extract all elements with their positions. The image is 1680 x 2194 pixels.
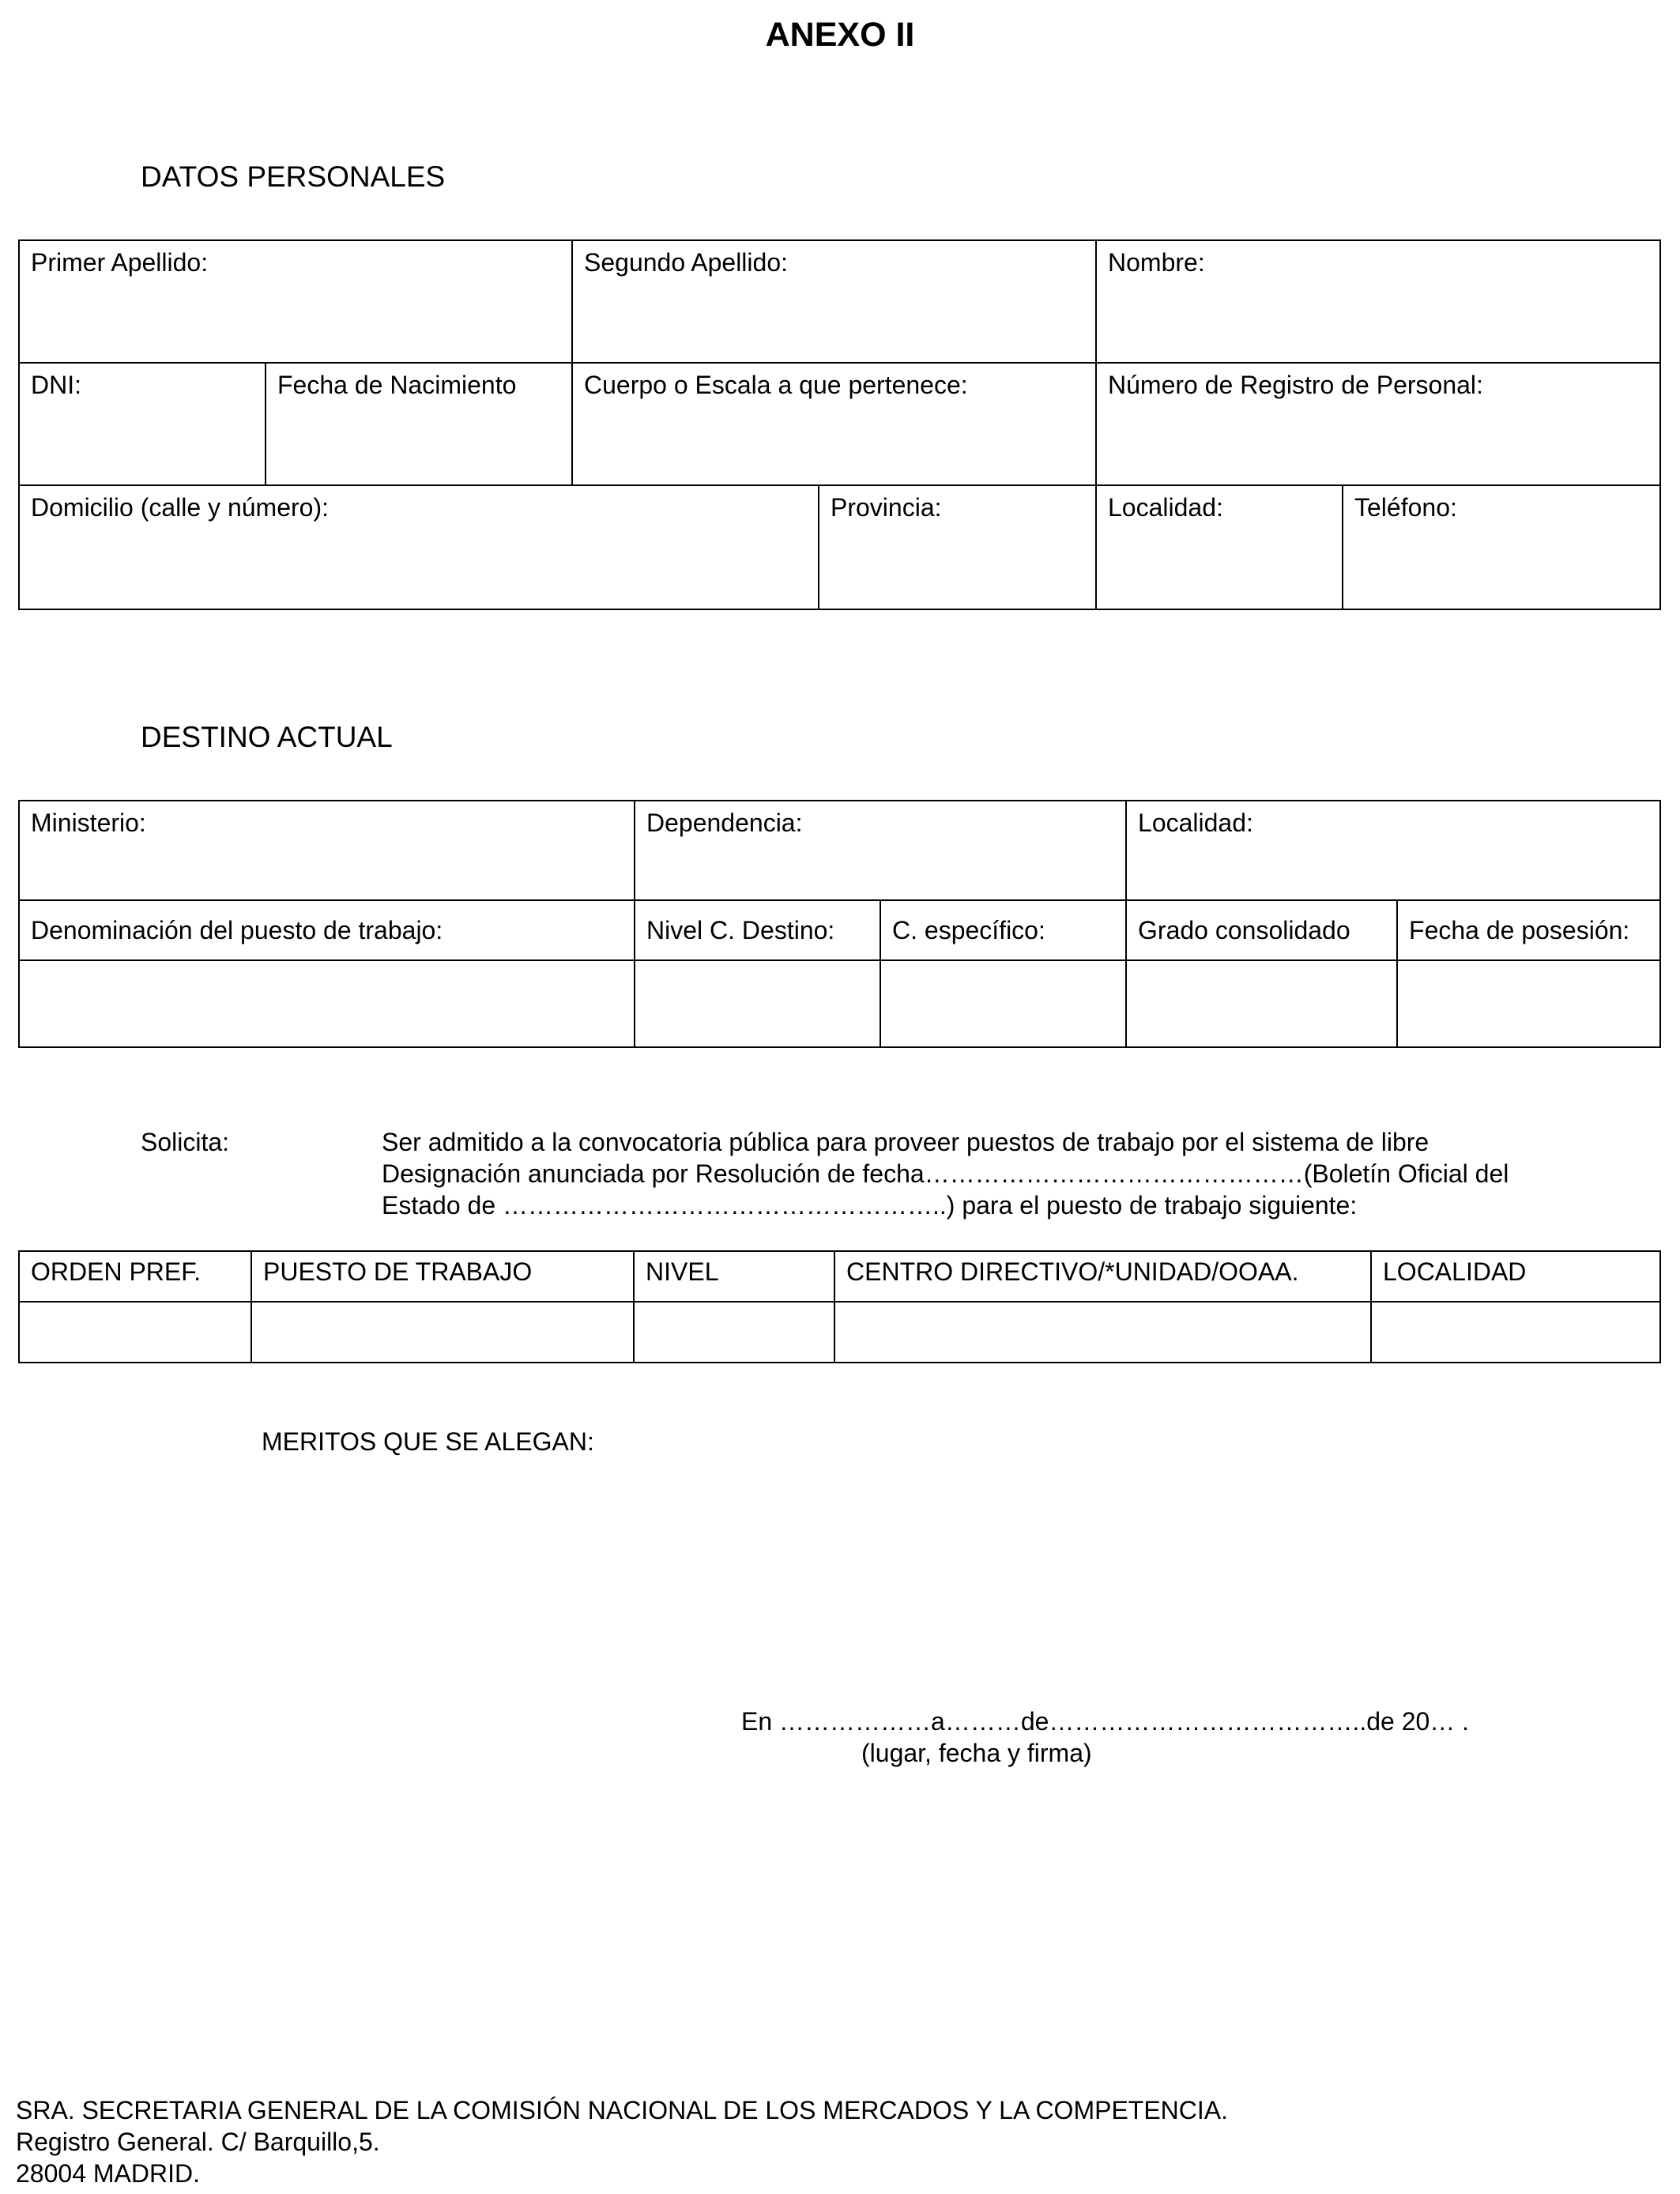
fecha-posesion-label: Fecha de posesión: (1409, 915, 1630, 944)
destino-localidad-field[interactable] (1126, 801, 1660, 900)
cuerpo-escala-field[interactable] (572, 363, 1096, 485)
firma-caption: (lugar, fecha y firma) (861, 1739, 1092, 1767)
grado-consolidado-input-cell[interactable] (1126, 960, 1397, 1047)
solicita-label: Solicita: (141, 1128, 230, 1156)
fecha-posesion-header (1397, 900, 1660, 960)
puesto-localidad-header (1371, 1251, 1660, 1302)
puesto-localidad-label: LOCALIDAD (1383, 1257, 1527, 1286)
orden-pref-label: ORDEN PREF. (31, 1257, 202, 1286)
meritos-label: MERITOS QUE SE ALEGAN: (262, 1427, 594, 1456)
datos-personales-heading: DATOS PERSONALES (141, 160, 446, 193)
ministerio-field[interactable] (19, 801, 635, 900)
destino-actual-table (18, 800, 1661, 1048)
nivel-label: NIVEL (646, 1257, 719, 1286)
nivel-input-cell[interactable] (634, 1302, 834, 1363)
orden-pref-header (19, 1251, 251, 1302)
denominacion-header (19, 900, 635, 960)
grado-consolidado-label: Grado consolidado (1138, 915, 1350, 944)
puesto-trabajo-label: PUESTO DE TRABAJO (263, 1257, 533, 1286)
destino-localidad-label: Localidad: (1138, 809, 1253, 837)
c-especifico-label: C. específico: (892, 915, 1045, 944)
c-especifico-input-cell[interactable] (880, 960, 1126, 1047)
localidad-label: Localidad: (1108, 493, 1223, 522)
solicita-line-1: Ser admitido a la convocatoria pública para proveer puestos de trabajo por el sistema de libre (382, 1128, 1430, 1156)
nivel-header (634, 1251, 834, 1302)
numero-registro-label: Número de Registro de Personal: (1108, 371, 1483, 399)
fecha-nacimiento-field[interactable] (266, 363, 572, 485)
orden-pref-input-cell[interactable] (19, 1302, 251, 1363)
puestos-table (18, 1250, 1661, 1363)
segundo-apellido-label: Segundo Apellido: (584, 248, 788, 277)
localidad-field[interactable] (1096, 485, 1343, 609)
puesto-trabajo-input-cell[interactable] (251, 1302, 634, 1363)
dependencia-field[interactable] (635, 801, 1126, 900)
nivel-destino-header (635, 900, 880, 960)
dependencia-label: Dependencia: (646, 809, 803, 837)
puesto-localidad-input-cell[interactable] (1371, 1302, 1660, 1363)
dni-field[interactable] (19, 363, 266, 485)
dni-label: DNI: (31, 371, 81, 399)
fecha-nacimiento-label: Fecha de Nacimiento (277, 371, 517, 399)
destino-actual-heading: DESTINO ACTUAL (141, 721, 393, 753)
segundo-apellido-field[interactable] (572, 240, 1096, 363)
primer-apellido-label: Primer Apellido: (31, 248, 209, 277)
fecha-posesion-input-cell[interactable] (1397, 960, 1660, 1047)
denominacion-input-cell[interactable] (19, 960, 635, 1047)
footer-city: 28004 MADRID. (16, 2159, 200, 2188)
c-especifico-header (880, 900, 1126, 960)
domicilio-field[interactable] (19, 485, 819, 609)
telefono-field[interactable] (1343, 485, 1660, 609)
nivel-destino-label: Nivel C. Destino: (646, 915, 835, 944)
puesto-trabajo-header (251, 1251, 634, 1302)
page-title: ANEXO II (765, 16, 915, 54)
telefono-label: Teléfono: (1354, 493, 1457, 522)
grado-consolidado-header (1126, 900, 1397, 960)
provincia-field[interactable] (819, 485, 1096, 609)
denominacion-label: Denominación del puesto de trabajo: (31, 915, 443, 944)
solicita-line-3: Estado de ……………………………………………..) para el puesto de trabajo siguiente: (382, 1191, 1358, 1220)
nombre-label: Nombre: (1108, 248, 1205, 277)
firma-line: En ………………a………de………………………………..de 20… . (741, 1707, 1470, 1736)
provincia-label: Provincia: (831, 493, 942, 522)
nivel-destino-input-cell[interactable] (635, 960, 880, 1047)
footer-addressee: SRA. SECRETARIA GENERAL DE LA COMISIÓN NACIONAL DE LOS MERCADOS Y LA COMPETENCIA. (16, 2096, 1229, 2124)
numero-registro-field[interactable] (1096, 363, 1660, 485)
ministerio-label: Ministerio: (31, 809, 146, 837)
footer-registro: Registro General. C/ Barquillo,5. (16, 2128, 380, 2156)
centro-directivo-input-cell[interactable] (834, 1302, 1371, 1363)
primer-apellido-field[interactable] (19, 240, 572, 363)
centro-directivo-header (834, 1251, 1371, 1302)
centro-directivo-label: CENTRO DIRECTIVO/*UNIDAD/OOAA. (846, 1257, 1299, 1286)
solicita-line-2: Designación anunciada por Resolución de fecha………………………………………(Boletín Oficial del (382, 1159, 1509, 1188)
nombre-field[interactable] (1096, 240, 1660, 363)
datos-personales-table (18, 239, 1661, 610)
domicilio-label: Domicilio (calle y número): (31, 493, 329, 522)
cuerpo-escala-label: Cuerpo o Escala a que pertenece: (584, 371, 968, 399)
